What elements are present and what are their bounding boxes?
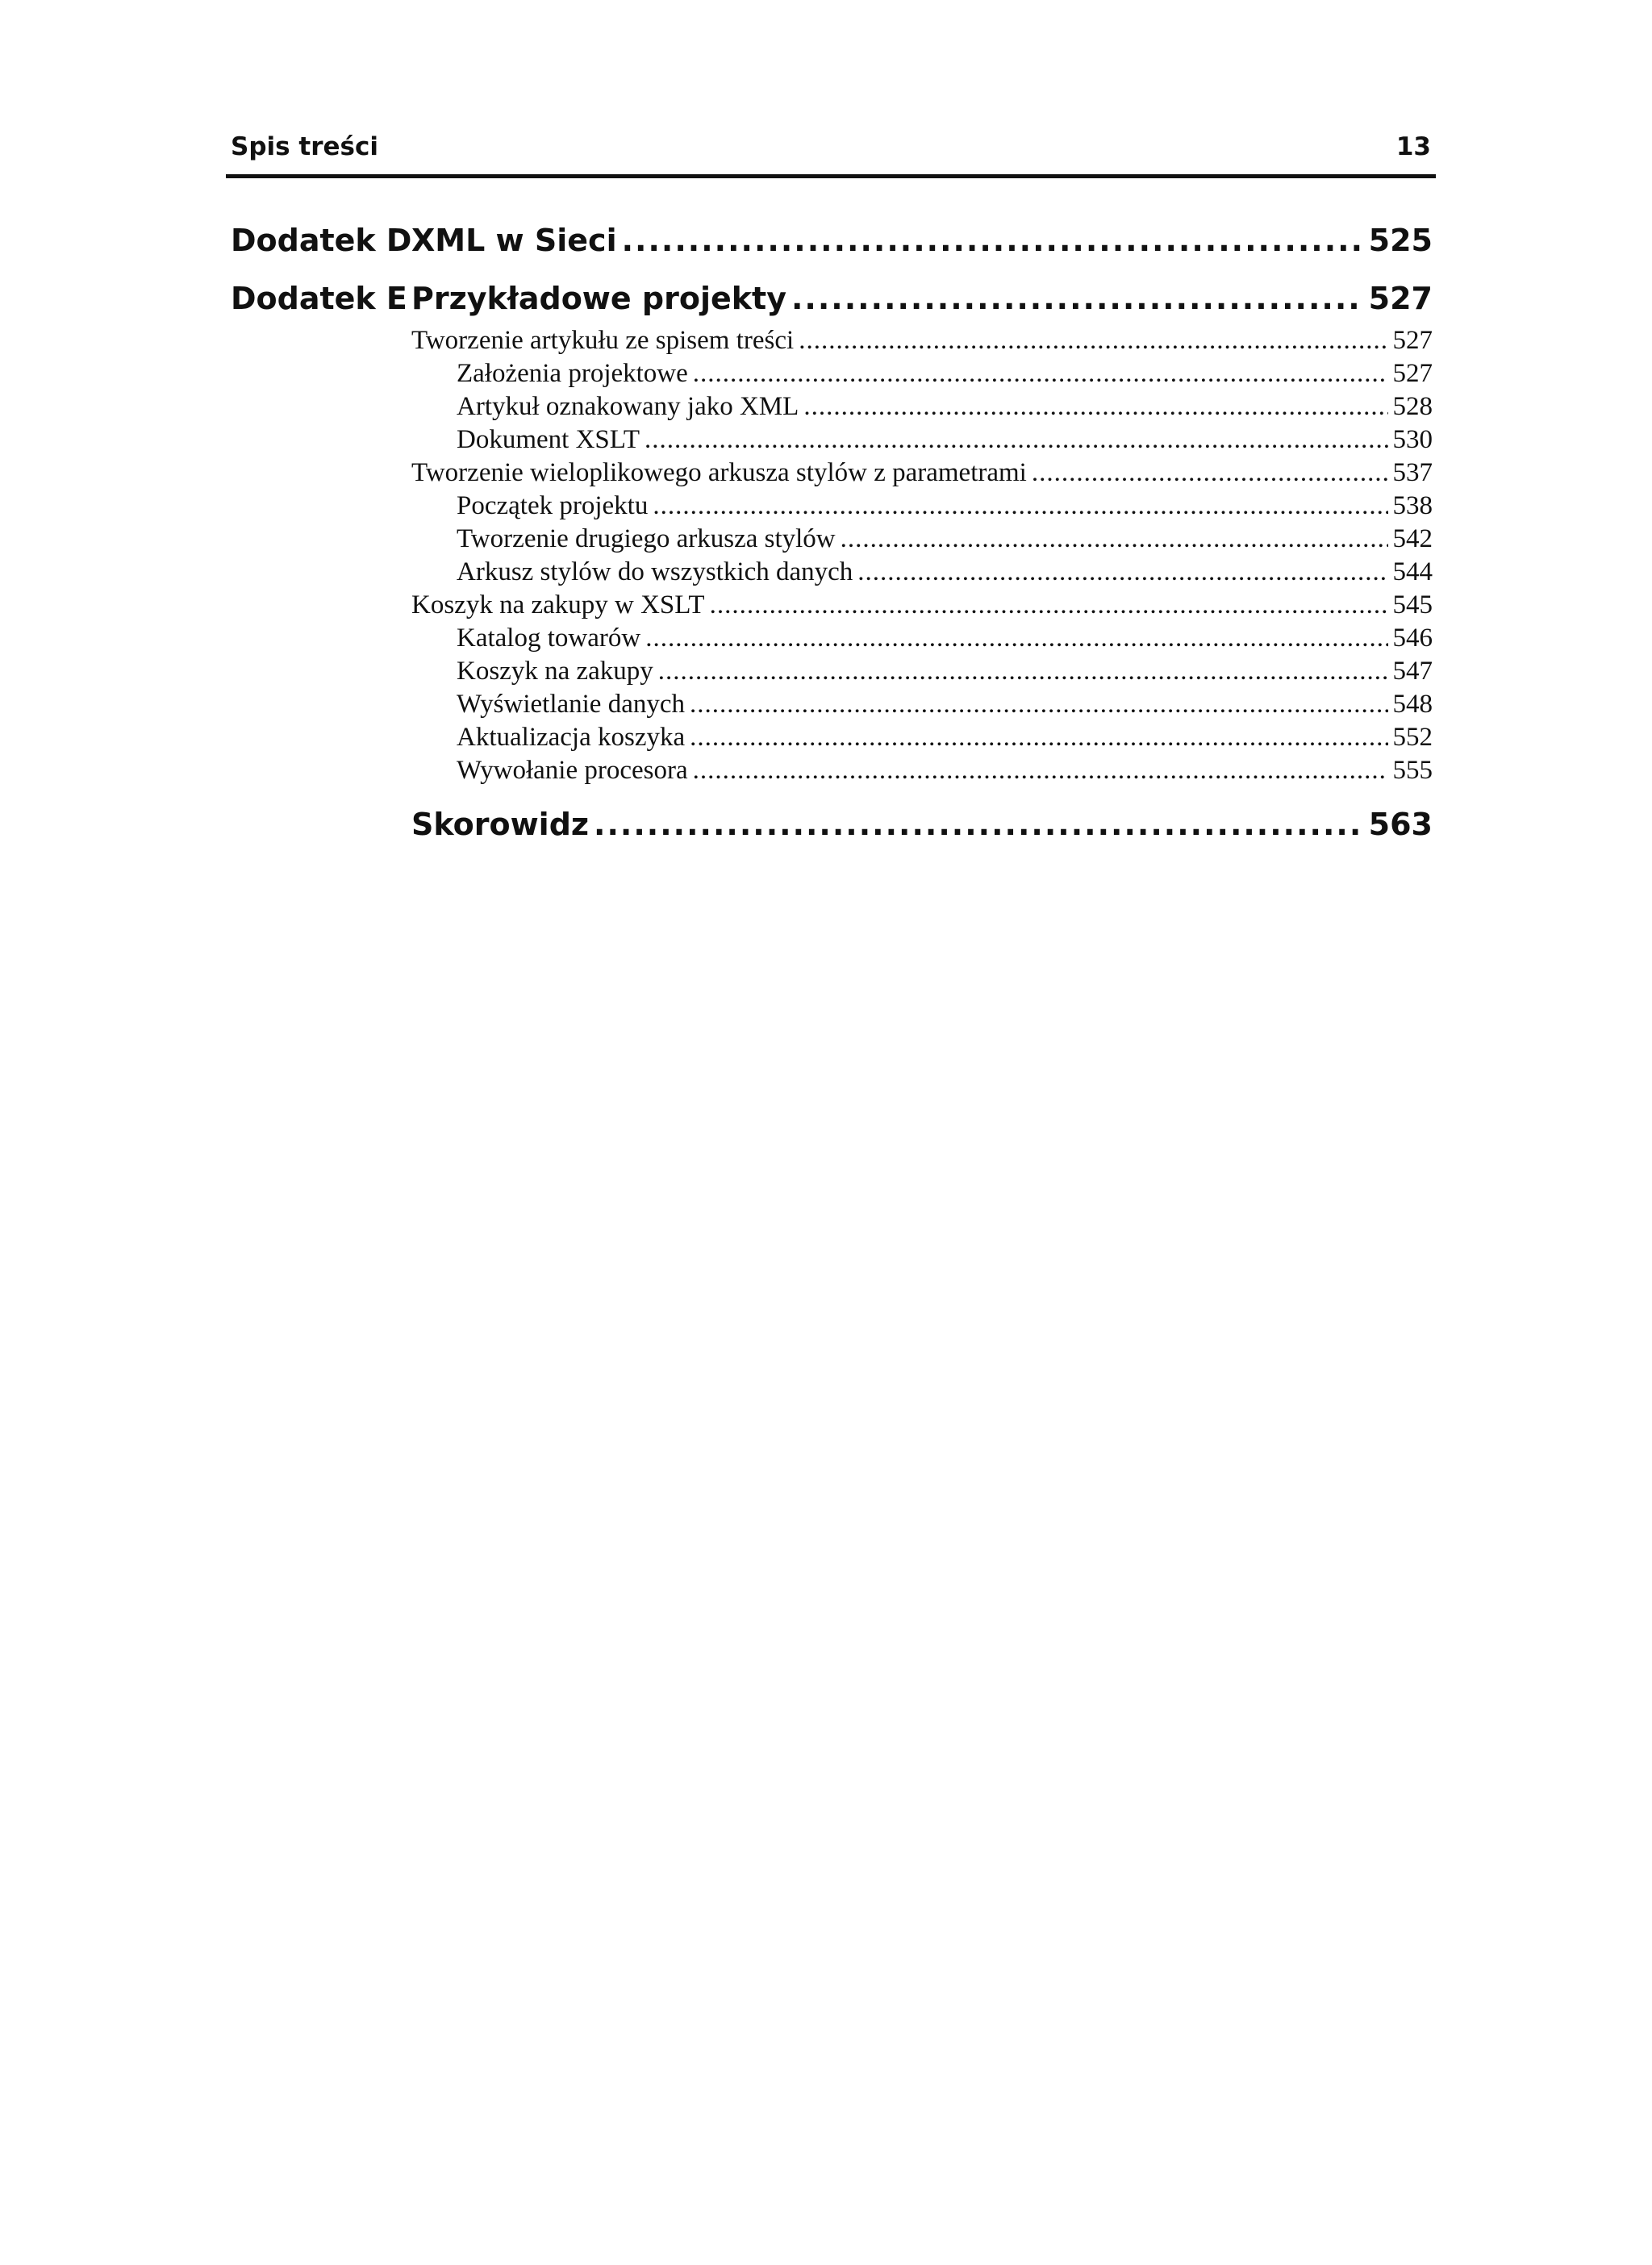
toc-entry-index[interactable]	[411, 807, 1433, 855]
dot-leader	[710, 589, 1388, 622]
dot-leader	[693, 754, 1388, 787]
section-title: Aktualizacja koszyka	[457, 723, 686, 752]
section-page: 555	[1392, 756, 1433, 785]
dot-leader	[857, 556, 1387, 589]
dot-leader	[803, 390, 1387, 423]
section-page: 527	[1392, 359, 1433, 388]
toc-subsection-entry[interactable]	[411, 655, 1433, 688]
toc-entry-appendix-d[interactable]	[411, 223, 1433, 258]
dot-leader	[690, 721, 1387, 754]
section-page: 528	[1392, 392, 1433, 421]
section-title: Artykuł oznakowany jako XML	[457, 392, 799, 421]
page-number: 13	[1395, 132, 1431, 161]
toc-subsection-entry[interactable]	[411, 754, 1433, 787]
section-title: Wywołanie procesora	[457, 756, 688, 785]
appendix-label: Dodatek E	[231, 281, 407, 316]
appendix-page: 525	[1368, 223, 1433, 258]
appendix-d	[231, 218, 1433, 276]
toc-subsection-entry[interactable]	[411, 390, 1433, 423]
section-page: 546	[1392, 624, 1433, 653]
dot-leader	[645, 622, 1387, 655]
running-title: Spis treści	[231, 132, 378, 161]
section-title: Tworzenie wieloplikowego arkusza stylów z parametrami	[411, 458, 1027, 487]
section-title: Początek projektu	[457, 491, 649, 520]
dot-leader	[1032, 457, 1388, 490]
section-page: 530	[1392, 425, 1433, 454]
appendix-label: Dodatek D	[231, 223, 412, 258]
index-title: Skorowidz	[411, 807, 590, 842]
section-page: 545	[1392, 590, 1433, 619]
section-title: Koszyk na zakupy	[457, 657, 653, 686]
section-title: Katalog towarów	[457, 624, 641, 653]
toc-subsection-entry[interactable]	[411, 556, 1433, 589]
section-page: 552	[1392, 723, 1433, 752]
section-title: Tworzenie drugiego arkusza stylów	[457, 524, 836, 553]
toc-entry-appendix-e[interactable]	[411, 281, 1433, 316]
table-of-contents	[231, 218, 1433, 855]
section-title: Założenia projektowe	[457, 359, 688, 388]
toc-subsection-entry[interactable]	[411, 523, 1433, 556]
toc-subsection-entry[interactable]	[411, 622, 1433, 655]
page-header	[226, 129, 1436, 178]
dot-leader	[693, 357, 1388, 390]
toc-subsection-entry[interactable]	[411, 357, 1433, 390]
dot-leader	[841, 523, 1388, 556]
toc-subsection-entry[interactable]	[411, 423, 1433, 457]
toc-subsection-entry[interactable]	[411, 721, 1433, 754]
section-page: 537	[1392, 458, 1433, 487]
section-title: Wyświetlanie danych	[457, 690, 685, 719]
section-page: 542	[1392, 524, 1433, 553]
toc-subsection-entry[interactable]	[411, 688, 1433, 721]
dot-leader	[645, 423, 1387, 457]
index-page: 563	[1368, 807, 1433, 842]
section-title: Koszyk na zakupy w XSLT	[411, 590, 705, 619]
appendix-title: XML w Sieci	[411, 223, 617, 258]
appendix-e-sections	[411, 324, 1433, 787]
dot-leader	[690, 688, 1388, 721]
section-page: 527	[1392, 326, 1433, 355]
toc-section-entry[interactable]	[411, 457, 1433, 490]
appendix-e	[231, 276, 1433, 334]
dot-leader	[594, 807, 1364, 842]
appendix-page: 527	[1368, 281, 1433, 316]
dot-leader	[622, 223, 1364, 258]
section-page: 548	[1392, 690, 1433, 719]
dot-leader	[653, 490, 1387, 523]
toc-section-entry[interactable]	[411, 589, 1433, 622]
toc-subsection-entry[interactable]	[411, 490, 1433, 523]
section-page: 547	[1392, 657, 1433, 686]
section-page: 544	[1392, 557, 1433, 586]
dot-leader	[658, 655, 1388, 688]
section-page: 538	[1392, 491, 1433, 520]
section-title: Tworzenie artykułu ze spisem treści	[411, 326, 795, 355]
appendix-title: Przykładowe projekty	[411, 281, 786, 316]
section-title: Arkusz stylów do wszystkich danych	[457, 557, 853, 586]
dot-leader	[791, 281, 1364, 316]
section-title: Dokument XSLT	[457, 425, 640, 454]
